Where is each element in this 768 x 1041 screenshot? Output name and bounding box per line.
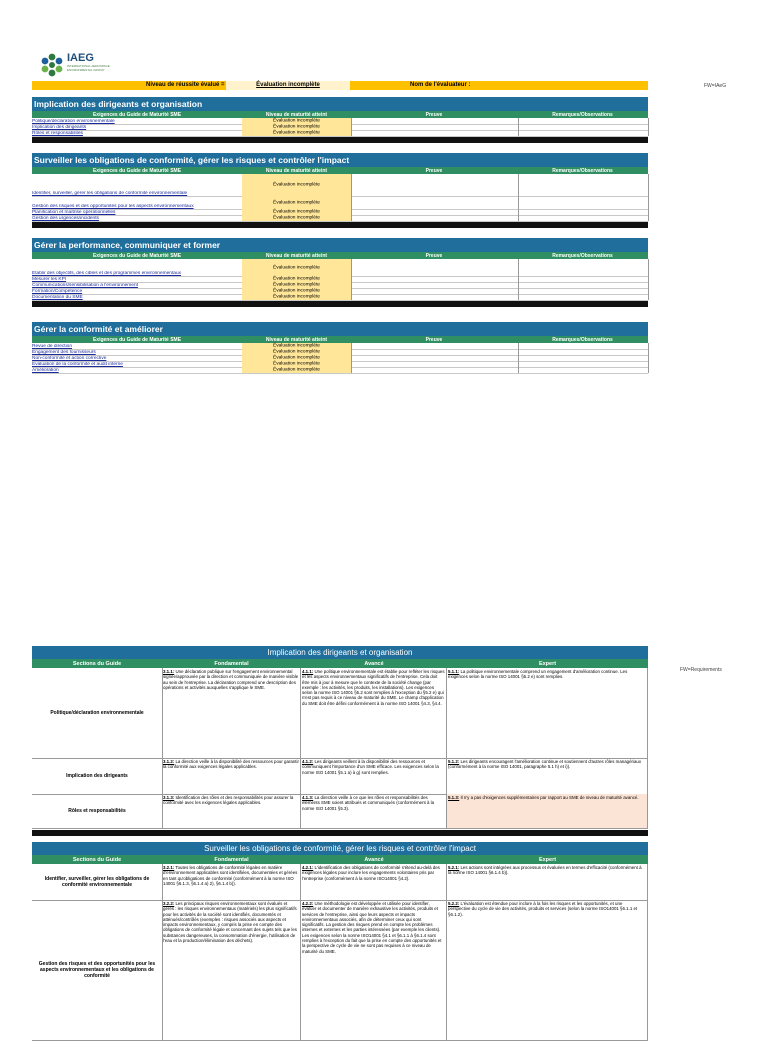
proof-cell[interactable]: [351, 294, 519, 300]
maturity-level-text: Évaluation incomplète: [273, 130, 320, 136]
column-header-remarks: Remarques/Observations: [552, 336, 613, 343]
guide-section-cell: [32, 668, 163, 758]
remarks-cell[interactable]: [517, 367, 649, 373]
maturity-level-text: Évaluation incomplète: [273, 294, 320, 300]
guide-ref: 4.2.1:: [302, 865, 314, 870]
remarks-cell[interactable]: [517, 215, 649, 221]
maturity-level-cell[interactable]: [242, 174, 351, 196]
guide-section-label: Identifier, surveiller, gérer les obligations de conformité environnementale: [44, 876, 150, 888]
guide-header-section: Sections du Guide: [72, 660, 122, 667]
guide-ref: 5.1.3:: [448, 795, 460, 800]
column-header-proof: Preuve: [425, 252, 443, 259]
proof-cell[interactable]: [351, 215, 519, 221]
requirement-link[interactable]: Gestion des urgences/incidents: [32, 215, 99, 221]
section-title: [32, 97, 648, 111]
guide-ref: 4.1.3:: [302, 795, 314, 800]
column-header-req: Exigences du Guide de Maturité SME: [92, 167, 182, 174]
guide-ref: 5.2.1:: [448, 865, 460, 870]
guide-fundamental-cell: [162, 900, 301, 1040]
iaeg-flower-icon: [40, 52, 64, 78]
iaeg-logo: [40, 52, 160, 80]
logo-name: IAEG: [67, 52, 94, 64]
maturity-level-text: Évaluation incomplète: [273, 215, 320, 221]
guide-ref: 5.1.2:: [448, 759, 460, 764]
requirement-link[interactable]: Implication des dirigeants: [32, 124, 87, 130]
guide-advanced-cell: [301, 864, 447, 900]
guide-section-label: Implication des dirigeants: [66, 773, 128, 779]
column-header-proof: Preuve: [425, 336, 443, 343]
guide-expert-cell: [447, 900, 648, 1040]
section-title: [32, 153, 648, 167]
guide-text: La direction veille à ce que les rôles et responsabilités des éléments SME soient attribués et communiqués (conformément à la norme ISO 14001 §5.3).: [302, 795, 435, 811]
requirement-link[interactable]: Gestion des risques et des opportunités pour les aspects environnementaux: [32, 203, 194, 209]
column-header-remarks: Remarques/Observations: [552, 111, 613, 118]
side-note-top: FW=IAeG: [704, 83, 727, 89]
requirement-row: [32, 196, 648, 210]
column-header-row: [32, 111, 648, 118]
proof-cell[interactable]: [351, 130, 519, 136]
guide-table-title: [32, 646, 648, 659]
requirement-link[interactable]: Mesurer les KPI: [32, 276, 67, 282]
requirement-row: [32, 294, 648, 301]
maturity-level-text: Évaluation incomplète: [273, 124, 320, 130]
guide-text: L'évaluation est étendue pour inclure à la fois les risques et les opportunités, et une perspective du cycle de vie des activités, produits et services (selon la norme ISO14001 §6.1.1 et §6.1.2).: [448, 901, 638, 917]
guide-text: Les dirigeants veillent à la disponibilité des ressources et communiquent l'importance d'un SME efficace. Les exigences selon la norme ISO 14001 §5.1 a) à g) sont remplies.: [302, 759, 439, 775]
column-header-level: Niveau de maturité atteint: [265, 252, 328, 259]
guide-text: La politique environnementale comprend un engagement d'amélioration continue. Les exigences selon la norme ISO 14001 §5.2 e) sont remplies.: [448, 669, 628, 680]
guide-header-advanced: Avancé: [364, 856, 384, 863]
guide-header-section: Sections du Guide: [72, 856, 122, 863]
requirement-link[interactable]: Engagement des fournisseurs: [32, 349, 96, 355]
maturity-level-text: Évaluation incomplète: [273, 276, 320, 282]
guide-text: Les dirigeants encouragent l'amélioration continue et soutiennent d'autres rôles managériaux (conformément à la norme ISO 14001, paragraphe 5.1 h) et i)).: [448, 759, 642, 770]
requirement-link[interactable]: Amélioration: [32, 367, 59, 373]
guide-ref: 4.2.2:: [302, 901, 314, 906]
requirement-link[interactable]: Identifier, surveiller, gérer les obligations de conformité environnementale: [32, 190, 188, 196]
column-header-remarks: Remarques/Observations: [552, 252, 613, 259]
guide-text: La direction veille à la disponibilité des ressources pour garantir la conformité aux exigences légales applicables.: [163, 759, 299, 770]
guide-table-title: [32, 842, 648, 855]
section-divider: [32, 830, 648, 836]
proof-cell[interactable]: [351, 367, 519, 373]
column-header-level: Niveau de maturité atteint: [265, 111, 328, 118]
section-title-text: Gérer la conformité et améliorer: [34, 324, 163, 334]
guide-table-title-text: Surveiller les obligations de conformité, gérer les risques et contrôler l'impact: [204, 844, 476, 853]
maturity-level-text: Évaluation incomplète: [273, 288, 320, 294]
guide-expert-cell: [447, 758, 648, 794]
guide-advanced-cell: [301, 900, 447, 1040]
maturity-level-text: Évaluation incomplète: [273, 182, 320, 188]
guide-ref: 3.2.2:: [163, 901, 175, 906]
guide-ref: 4.1.1:: [302, 669, 314, 674]
remarks-cell[interactable]: [517, 196, 649, 209]
column-header-remarks: Remarques/Observations: [552, 167, 613, 174]
requirement-link[interactable]: Rôles et responsabilités: [32, 130, 83, 136]
column-header-req: Exigences du Guide de Maturité SME: [92, 111, 182, 118]
requirement-row: [32, 130, 648, 137]
guide-header-row: [32, 855, 648, 864]
section-divider: [32, 301, 648, 307]
maturity-level-text: Évaluation incomplète: [273, 118, 320, 124]
section-title: [32, 322, 648, 336]
guide-ref: 3.1.1:: [163, 669, 175, 674]
guide-section-label: Politique/déclaration environnementale: [50, 710, 144, 716]
logo-subtitle: INTERNATIONAL AEROSPACE ENVIRONMENTAL GROUP: [67, 64, 110, 72]
guide-fundamental-cell: [162, 794, 301, 828]
guide-text: Les actions sont intégrées aux processus et évaluées en termes d'efficacité (conformément à la norme ISO 14001 §6.1.4 b)).: [448, 865, 642, 876]
column-header-row: [32, 336, 648, 343]
guide-header-fundamental: Fondamental: [214, 856, 249, 863]
guide-fundamental-cell: [162, 864, 301, 900]
remarks-cell[interactable]: [517, 259, 649, 276]
maturity-level-text: Évaluation incomplète: [273, 361, 320, 367]
section-title-text: Surveiller les obligations de conformité, gérer les risques et contrôler l'impact: [34, 155, 350, 165]
guide-ref: 3.2.1:: [163, 865, 175, 870]
guide-row: [32, 864, 648, 901]
remarks-cell[interactable]: [517, 130, 649, 136]
maturity-level-text: Évaluation incomplète: [273, 282, 320, 288]
column-header-req: Exigences du Guide de Maturité SME: [92, 252, 182, 259]
guide-advanced-cell: [301, 668, 447, 758]
guide-expert-cell: [447, 864, 648, 900]
remarks-cell[interactable]: [517, 294, 649, 300]
requirement-row: [32, 215, 648, 222]
evaluation-header-row: [32, 81, 648, 90]
guide-expert-cell: [447, 668, 648, 758]
guide-text: Il n'y a pas d'exigences supplémentaires par rapport au SME de niveau de maturité avancé.: [459, 795, 639, 800]
guide-ref: 3.1.2:: [163, 759, 175, 764]
requirement-link[interactable]: Documentation du SME: [32, 294, 83, 300]
column-header-row: [32, 252, 648, 259]
proof-cell[interactable]: [351, 174, 519, 196]
level-value[interactable]: Évaluation incomplète: [226, 81, 350, 90]
requirement-link[interactable]: Établir des objectifs, des cibles et des programmes environnementaux: [32, 270, 182, 276]
guide-section-cell: [32, 900, 163, 1040]
column-header-req: Exigences du Guide de Maturité SME: [92, 336, 182, 343]
maturity-level-cell[interactable]: [242, 259, 351, 276]
guide-section-label: Rôles et responsabilités: [68, 808, 126, 814]
guide-text: Une méthodologie est développée et utilisée pour identifier, évaluer et documenter de manière exhaustive les activités, produits et services de l'entreprise, ainsi que leurs aspects et impacts environnementaux associés, afin de déterminer ceux qui sont significatifs. La gestion des risques prend en compte les problèmes internes et externes et les parties intéressées (par exemple les clients). Les exigences selon la norme ISO14001 §4.1 et §6.1.1 à §6.1.4 sont remplies à l'exception du fait que la prise en compte des opportunités et la perspective de cycle de vie ne sont pas requises à ce niveau de maturité du SME.: [302, 901, 442, 954]
column-header-row: [32, 167, 648, 174]
requirement-link[interactable]: Formation/Compétence: [32, 288, 83, 294]
requirement-link[interactable]: Communications/sensibilisation à l'environnement: [32, 282, 138, 288]
guide-section-label: Gestion des risques et des opportunités pour les aspects environnementaux et les obligations de conformité: [38, 961, 156, 979]
guide-section-cell: [32, 758, 163, 794]
guide-fundamental-cell: [162, 758, 301, 794]
column-header-level: Niveau de maturité atteint: [265, 336, 328, 343]
guide-header-row: [32, 659, 648, 668]
section-divider: [32, 222, 648, 228]
maturity-level-text: Évaluation incomplète: [273, 343, 320, 349]
maturity-level-cell[interactable]: [242, 130, 351, 136]
maturity-level-text: Évaluation incomplète: [273, 209, 320, 215]
maturity-level-cell[interactable]: [242, 367, 351, 373]
guide-expert-cell: [447, 794, 648, 828]
section-title: [32, 238, 648, 252]
evaluator-label: Nom de l'évaluateur :: [410, 82, 471, 88]
maturity-level-cell[interactable]: [242, 196, 351, 209]
requirement-link[interactable]: Évaluation de la conformité et audit interne: [32, 361, 123, 367]
column-header-proof: Preuve: [425, 111, 443, 118]
guide-ref: 5.1.1:: [448, 669, 460, 674]
requirement-row: [32, 367, 648, 374]
column-header-proof: Preuve: [425, 167, 443, 174]
guide-advanced-cell: [301, 794, 447, 828]
remarks-cell[interactable]: [517, 174, 649, 196]
guide-ref: 4.1.2:: [302, 759, 314, 764]
requirement-link[interactable]: Planification et maîtrise opérationnelles: [32, 209, 116, 215]
proof-cell[interactable]: [351, 196, 519, 209]
maturity-level-text: Évaluation incomplète: [273, 200, 320, 205]
requirement-link[interactable]: Politique/déclaration environnementale: [32, 118, 115, 124]
guide-section-cell: [32, 794, 163, 828]
proof-cell[interactable]: [351, 259, 519, 276]
maturity-level-text: Évaluation incomplète: [273, 355, 320, 361]
maturity-level-text: Évaluation incomplète: [273, 367, 320, 373]
guide-table-title-text: Implication des dirigeants et organisation: [267, 648, 413, 657]
guide-row: [32, 758, 648, 795]
requirement-link[interactable]: Revue de direction: [32, 343, 72, 349]
section-title-text: Gérer la performance, communiquer et former: [34, 240, 221, 250]
column-header-level: Niveau de maturité atteint: [265, 167, 328, 174]
guide-header-advanced: Avancé: [364, 660, 384, 667]
guide-header-fundamental: Fondamental: [214, 660, 249, 667]
guide-header-expert: Expert: [538, 660, 557, 667]
guide-ref: 5.2.2:: [448, 901, 460, 906]
maturity-level-cell[interactable]: [242, 215, 351, 221]
section-title-text: Implication des dirigeants et organisation: [34, 99, 203, 109]
maturity-level-text: Évaluation incomplète: [273, 349, 320, 355]
maturity-level-cell[interactable]: [242, 294, 351, 300]
guide-text: Une politique environnementale est établie pour refléter les risques et les aspects environnementaux significatifs de l'entreprise. Cela doit être mis à jour à mesure que le contexte de la société change (par exemple : les activités, les produits, les installations). Les exigences selon la norme ISO 14001 §5.2 sont remplies à l'exception du §5.2 e) qui n'est pas requis à ce niveau de maturité du SME. Le champ d'application du SME doit être défini conformément à la norme ISO 14001 §4.3, §4.4.: [302, 669, 445, 706]
guide-row: [32, 900, 648, 1041]
guide-ref: 3.1.3:: [163, 795, 175, 800]
guide-row: [32, 794, 648, 829]
guide-section-cell: [32, 864, 163, 900]
level-label: Niveau de réussite évalué =: [146, 82, 225, 88]
guide-text: Les principaux risques environnementaux sont évalués et gérés : les risques environnementaux (matériels) les plus significatifs pour les activités de la société sont identifiés, documentés et atténués/contrôlés (exemples : risques associés aux aspects et impacts environnementaux, y compris la prise en compte des obligations de conformité légale et concernant des sujets tels que les substances dangereuses, la consommation d'énergie, l'utilisation de l'eau et la production/élimination des déchets).: [163, 901, 297, 944]
guide-text: L'identification des obligations de conformité s'étend au-delà des exigences légales pour inclure les engagements volontaires pris par l'entreprise (conformément à la norme ISO14001 §4.2).: [302, 865, 440, 881]
guide-fundamental-cell: [162, 668, 301, 758]
section-divider: [32, 137, 648, 143]
requirement-row: [32, 174, 648, 197]
requirement-row: [32, 259, 648, 277]
requirement-link[interactable]: Non-conformité et action corrective: [32, 355, 107, 361]
guide-row: [32, 668, 648, 759]
guide-text: Toutes les obligations de conformité légales en matière d'environnement applicables sont identifiées, documentées et gérées en tant qu'obligations de conformité (conformément à la norme ISO 14001 §6.1.3, §6.1.4 a) 2), §6.1.4 b)).: [163, 865, 298, 886]
maturity-level-text: Évaluation incomplète: [273, 265, 320, 270]
guide-advanced-cell: [301, 758, 447, 794]
side-note-bottom: FW=Requirements: [680, 667, 722, 673]
guide-header-expert: Expert: [538, 856, 557, 863]
guide-text: Une déclaration publique sur l'engagement environnemental signée/approuvée par la direction et communiquée de manière visible au sein de l'entreprise. La déclaration comprend une description des opérations et activités auxquelles s'applique le SME.: [163, 669, 299, 690]
guide-text: Identification des rôles et des responsabilités pour assurer la conformité avec les exigences légales applicables.: [163, 795, 294, 806]
